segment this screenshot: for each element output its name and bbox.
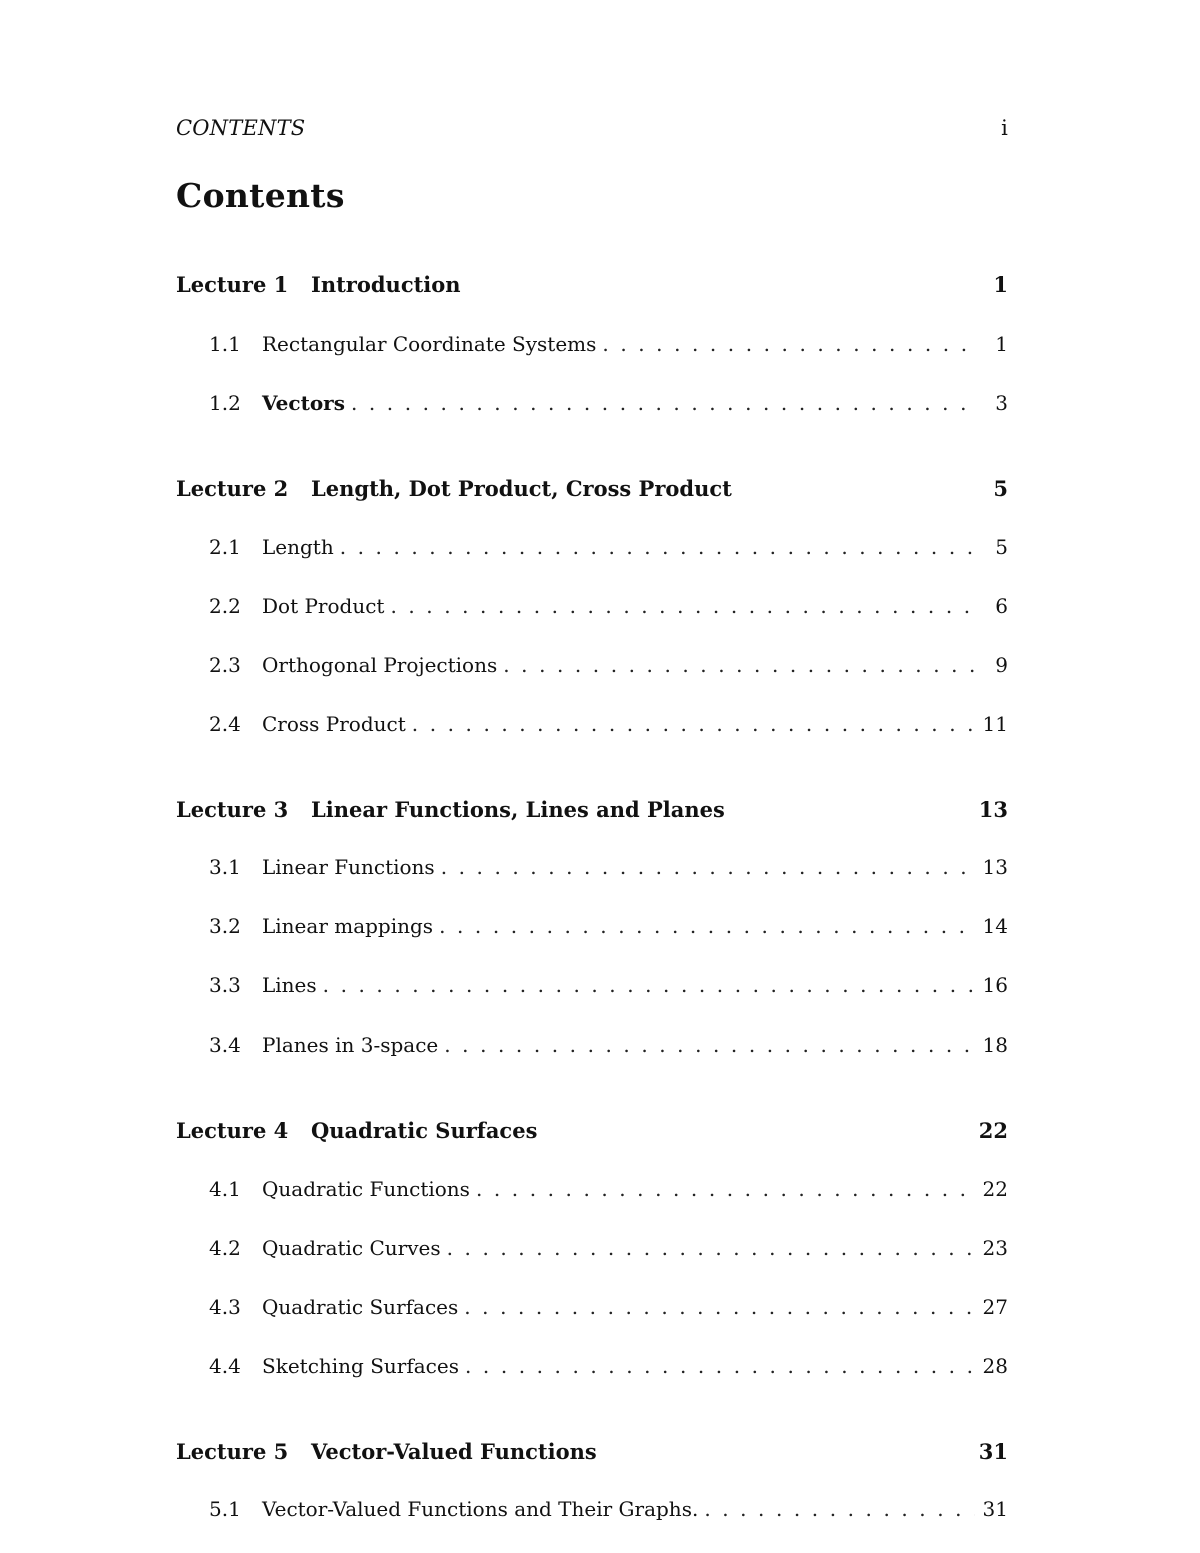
section-page-number: 27 bbox=[982, 1295, 1008, 1319]
section-page-number: 5 bbox=[995, 535, 1008, 559]
lecture-title: Introduction bbox=[311, 272, 461, 297]
toc-section-1-1[interactable] bbox=[176, 332, 1008, 360]
lecture-page-number: 5 bbox=[993, 476, 1008, 501]
section-page-number: 28 bbox=[982, 1354, 1008, 1378]
toc-section-2-3[interactable] bbox=[176, 653, 1008, 681]
section-title: Rectangular Coordinate Systems bbox=[262, 332, 597, 356]
section-page-number: 22 bbox=[982, 1177, 1008, 1201]
dot-leader bbox=[704, 1497, 974, 1521]
section-title: Quadratic Surfaces bbox=[262, 1295, 459, 1319]
section-number: 2.4 bbox=[209, 712, 241, 736]
section-title: Quadratic Functions bbox=[262, 1177, 470, 1201]
dot-leader bbox=[464, 1295, 974, 1319]
toc-section-3-3[interactable] bbox=[176, 973, 1008, 1001]
section-title: Planes in 3-space bbox=[262, 1033, 439, 1057]
running-head bbox=[176, 116, 1008, 142]
section-number: 2.2 bbox=[209, 594, 241, 618]
section-number: 4.2 bbox=[209, 1236, 241, 1260]
section-page-number: 6 bbox=[995, 594, 1008, 618]
toc-section-4-4[interactable] bbox=[176, 1354, 1008, 1382]
lecture-label: Lecture 4 bbox=[176, 1118, 289, 1143]
section-page-number: 11 bbox=[982, 712, 1008, 736]
lecture-page-number: 22 bbox=[978, 1118, 1008, 1143]
section-number: 1.1 bbox=[209, 332, 241, 356]
section-number: 3.1 bbox=[209, 855, 241, 879]
dot-leader bbox=[323, 973, 975, 997]
lecture-label: Lecture 3 bbox=[176, 797, 289, 822]
toc-section-2-2[interactable] bbox=[176, 594, 1008, 622]
toc-lecture-2[interactable] bbox=[176, 476, 1008, 504]
toc-section-5-1[interactable] bbox=[176, 1497, 1008, 1525]
section-page-number: 18 bbox=[982, 1033, 1008, 1057]
toc-lecture-4[interactable] bbox=[176, 1118, 1008, 1146]
toc-section-3-4[interactable] bbox=[176, 1033, 1008, 1061]
dot-leader bbox=[351, 391, 976, 415]
dot-leader bbox=[602, 332, 976, 356]
lecture-title: Linear Functions, Lines and Planes bbox=[311, 797, 725, 822]
section-page-number: 13 bbox=[982, 855, 1008, 879]
section-title: Cross Product bbox=[262, 712, 406, 736]
dot-leader bbox=[340, 535, 976, 559]
section-number: 1.2 bbox=[209, 391, 241, 415]
dot-leader bbox=[476, 1177, 975, 1201]
section-title: Lines bbox=[262, 973, 317, 997]
section-number: 5.1 bbox=[209, 1497, 241, 1521]
section-title: Orthogonal Projections bbox=[262, 653, 498, 677]
section-title: Sketching Surfaces bbox=[262, 1354, 459, 1378]
section-title: Quadratic Curves bbox=[262, 1236, 441, 1260]
lecture-page-number: 13 bbox=[978, 797, 1008, 822]
dot-leader bbox=[390, 594, 976, 618]
dot-leader bbox=[412, 712, 975, 736]
section-title: Vector-Valued Functions and Their Graphs. bbox=[262, 1497, 699, 1521]
section-number: 4.3 bbox=[209, 1295, 241, 1319]
dot-leader bbox=[444, 1033, 974, 1057]
section-page-number: 23 bbox=[982, 1236, 1008, 1260]
toc-section-4-3[interactable] bbox=[176, 1295, 1008, 1323]
section-page-number: 9 bbox=[995, 653, 1008, 677]
lecture-title: Vector-Valued Functions bbox=[311, 1439, 597, 1464]
section-number: 3.4 bbox=[209, 1033, 241, 1057]
toc-section-4-1[interactable] bbox=[176, 1177, 1008, 1205]
section-title: Vectors bbox=[262, 391, 345, 415]
lecture-page-number: 1 bbox=[993, 272, 1008, 297]
lecture-label: Lecture 2 bbox=[176, 476, 289, 501]
lecture-label: Lecture 5 bbox=[176, 1439, 289, 1464]
dot-leader bbox=[465, 1354, 975, 1378]
toc-section-1-2[interactable] bbox=[176, 391, 1008, 419]
toc-section-2-4[interactable] bbox=[176, 712, 1008, 740]
dot-leader bbox=[441, 855, 975, 879]
section-title: Linear mappings bbox=[262, 914, 434, 938]
section-page-number: 1 bbox=[995, 332, 1008, 356]
toc-section-3-1[interactable] bbox=[176, 855, 1008, 883]
lecture-page-number: 31 bbox=[978, 1439, 1008, 1464]
section-number: 3.2 bbox=[209, 914, 241, 938]
section-title: Length bbox=[262, 535, 334, 559]
section-number: 4.4 bbox=[209, 1354, 241, 1378]
lecture-title: Length, Dot Product, Cross Product bbox=[311, 476, 732, 501]
section-title: Linear Functions bbox=[262, 855, 435, 879]
dot-leader bbox=[439, 914, 974, 938]
toc-lecture-3[interactable] bbox=[176, 797, 1008, 825]
dot-leader bbox=[503, 653, 976, 677]
toc-lecture-5[interactable] bbox=[176, 1439, 1008, 1467]
section-number: 2.1 bbox=[209, 535, 241, 559]
section-page-number: 3 bbox=[995, 391, 1008, 415]
dot-leader bbox=[447, 1236, 975, 1260]
section-number: 4.1 bbox=[209, 1177, 241, 1201]
section-number: 2.3 bbox=[209, 653, 241, 677]
toc-section-3-2[interactable] bbox=[176, 914, 1008, 942]
section-title: Dot Product bbox=[262, 594, 385, 618]
section-page-number: 31 bbox=[982, 1497, 1008, 1521]
toc-lecture-1[interactable] bbox=[176, 272, 1008, 300]
toc-section-4-2[interactable] bbox=[176, 1236, 1008, 1264]
section-number: 3.3 bbox=[209, 973, 241, 997]
toc-section-2-1[interactable] bbox=[176, 535, 1008, 563]
running-head-page-number: i bbox=[1001, 116, 1008, 140]
page-title: Contents bbox=[176, 176, 345, 215]
lecture-title: Quadratic Surfaces bbox=[311, 1118, 538, 1143]
running-head-label: CONTENTS bbox=[176, 116, 306, 140]
section-page-number: 14 bbox=[982, 914, 1008, 938]
section-page-number: 16 bbox=[982, 973, 1008, 997]
lecture-label: Lecture 1 bbox=[176, 272, 289, 297]
